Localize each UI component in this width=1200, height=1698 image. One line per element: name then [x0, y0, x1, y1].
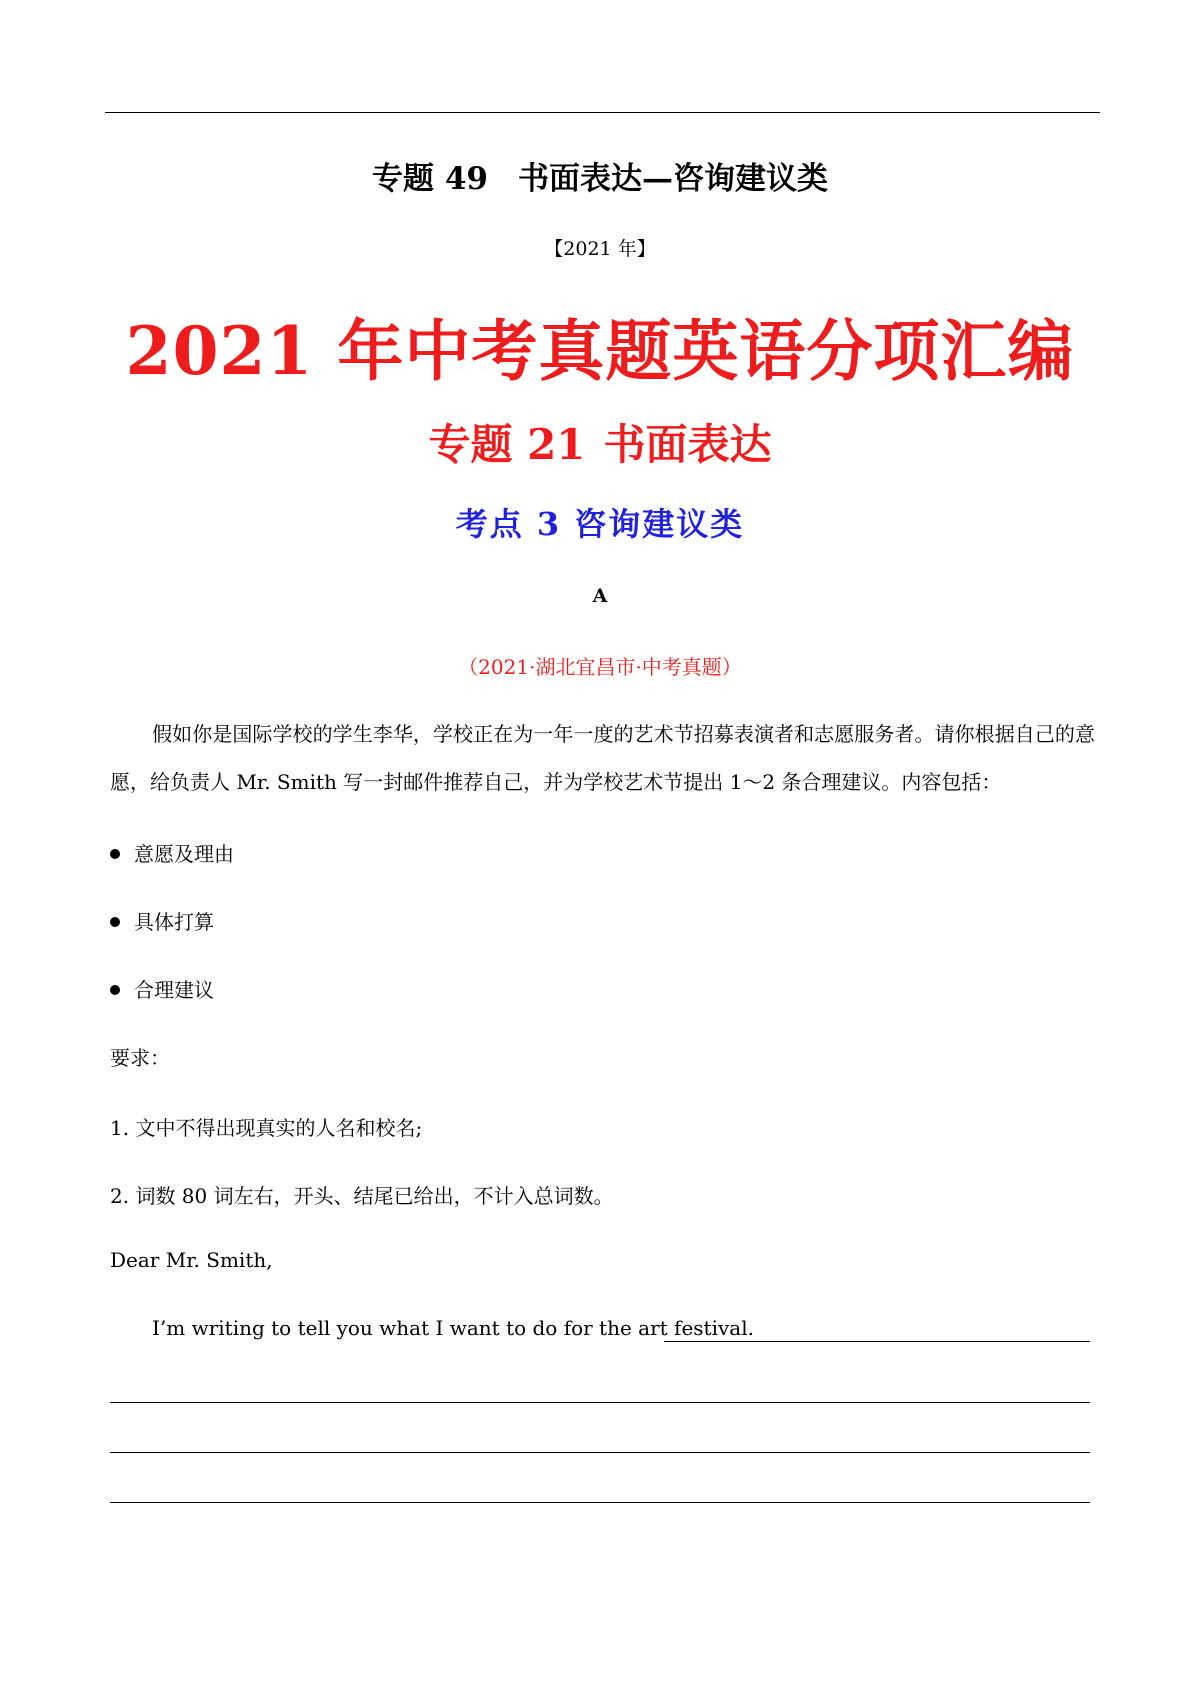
year-tag: 【2021 年】 [544, 238, 656, 260]
content-point-2: 具体打算 [134, 910, 214, 934]
document-title-prefix: 专题 49 [372, 161, 488, 197]
header-rule [105, 112, 1100, 113]
sub-title-suffix: 书面表达 [603, 420, 772, 469]
sub-title [0, 412, 1200, 472]
list-item [110, 838, 234, 867]
answer-line[interactable] [110, 1452, 1090, 1453]
bullet-icon [110, 849, 120, 859]
answer-line[interactable] [110, 1402, 1090, 1403]
content-point-1: 意愿及理由 [134, 842, 234, 866]
letter-greeting: Dear Mr. Smith, [110, 1248, 273, 1272]
requirements-label: 要求： [110, 1046, 170, 1070]
document-title-suffix: 书面表达—咨询建议类 [517, 161, 828, 197]
main-title: 2021 年中考真题英语分项汇编 [125, 312, 1075, 390]
answer-line[interactable] [110, 1502, 1090, 1503]
content-point-3: 合理建议 [134, 978, 214, 1002]
question-source: （2021·湖北宜昌市·中考真题） [458, 655, 742, 679]
sub-title-prefix: 专题 21 [428, 420, 586, 469]
point-title: 考点 3 咨询建议类 [455, 505, 745, 543]
bullet-icon [110, 985, 120, 995]
question-prompt [110, 710, 1095, 806]
letter-opening: I’m writing to tell you what I want to do for the art festival. [152, 1316, 754, 1340]
document-title [0, 153, 1200, 198]
bullet-icon [110, 917, 120, 927]
list-item [110, 974, 214, 1003]
requirement-1: 1. 文中不得出现真实的人名和校名; [110, 1116, 423, 1140]
section-label: A [592, 585, 608, 607]
requirement-2: 2. 词数 80 词左右，开头、结尾已给出，不计入总词数。 [110, 1184, 614, 1208]
answer-blank[interactable] [664, 1341, 1090, 1342]
list-item [110, 906, 214, 935]
question-prompt-text: 假如你是国际学校的学生李华，学校正在为一年一度的艺术节招募表演者和志愿服务者。请你根据自己的意愿，给负责人 Mr. Smith 写一封邮件推荐自己，并为学校艺术节提出 1～2 条合理建议。内容包括： [110, 722, 1095, 794]
